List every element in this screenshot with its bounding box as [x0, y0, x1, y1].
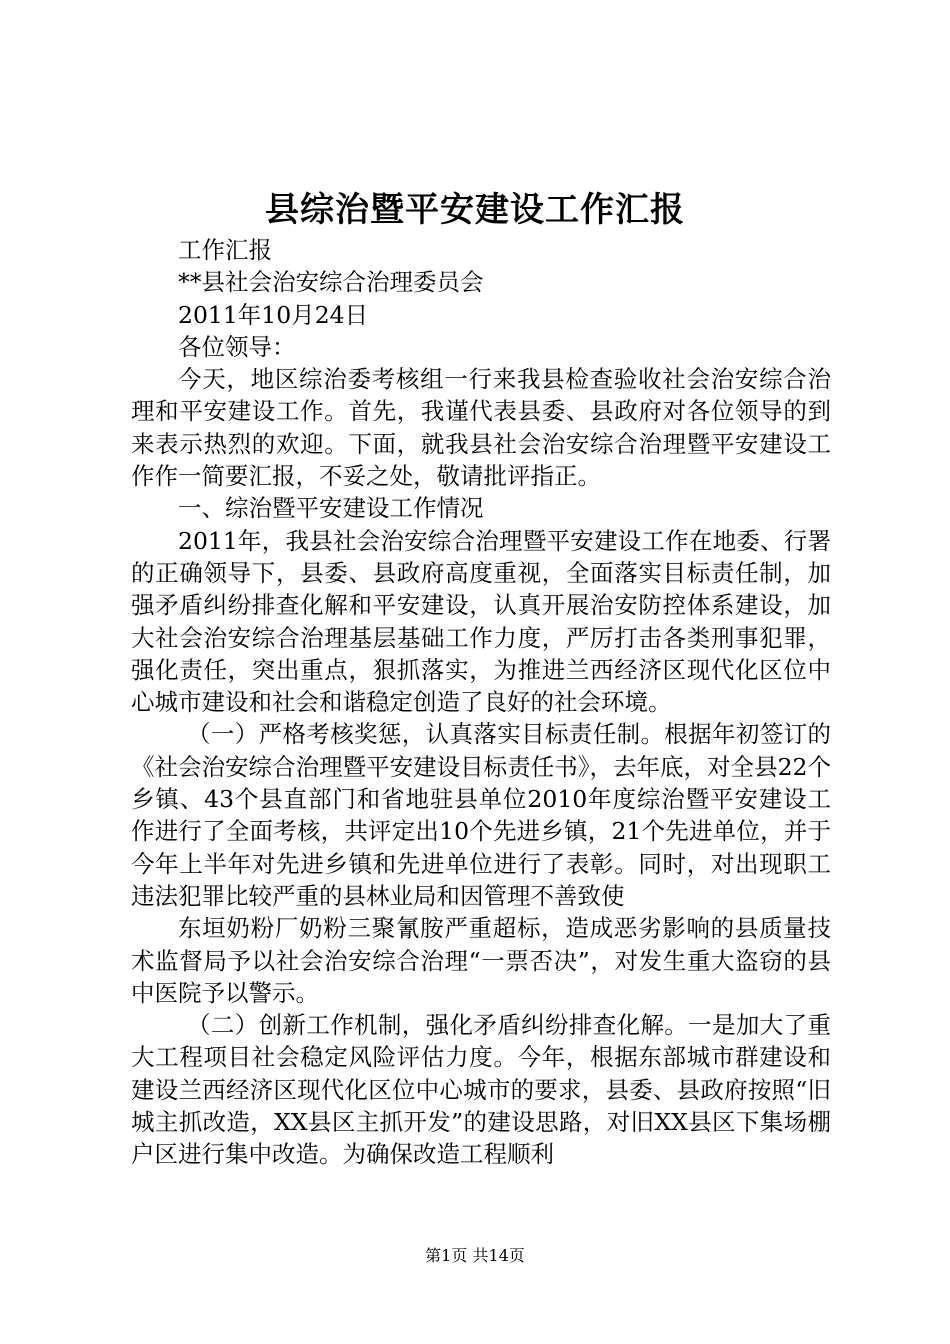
issuer-line: **县社会治安综合治理委员会 [178, 268, 484, 297]
overview-paragraph: 2011年，我县社会治安综合治理暨平安建设工作在地委、行署的正确领导下，县委、县政府高度重视，全面落实目标责任制，加强矛盾纠纷排查化解和平安建设，认真开展治安防控体系建设，加大社会治安综合治理基层基础工作力度，严厉打击各类刑事犯罪，强化责任，突出重点，狠抓落实，为推进兰西经济区现代化区位中心城市建设和社会和谐稳定创造了良好的社会环境。 [131, 526, 831, 717]
subsection-2-paragraph: （二）创新工作机制，强化矛盾纠纷排查化解。一是加大了重大工程项目社会稳定风险评估力度。今年，根据东部城市群建设和建设兰西经济区现代化区位中心城市的要求，县委、县政府按照“旧城主抓改造，XX县区主抓开发”的建设思路，对旧XX县区下集场棚户区进行集中改造。为确保改造工程顺利 [131, 1011, 831, 1169]
report-type-line: 工作汇报 [178, 236, 272, 264]
subsection-1-paragraph: （一）严格考核奖惩，认真落实目标责任制。根据年初签订的《社会治安综合治理暨平安建设目标责任书》，去年底，对全县22个乡镇、43个县直部门和省地驻县单位2010年度综治暨平安建设工作进行了全面考核，共评定出10个先进乡镇，21个先进单位，并于今年上半年对先进乡镇和先进单位进行了表彰。同时，对出现职工违法犯罪比较严重的县林业局和因管理不善致使 [131, 720, 831, 910]
salutation-line: 各位领导： [178, 332, 296, 361]
intro-paragraph: 今天，地区综治委考核组一行来我县检查验收社会治安综合治理和平安建设工作。首先，我谨代表县委、县政府对各位领导的到来表示热烈的欢迎。下面，就我县社会治安综合治理暨平安建设工作作一简要汇报，不妥之处，敬请批评指正。 [131, 365, 831, 491]
page-number-footer: 第1页 共14页 [425, 1246, 525, 1265]
document-title: 县综治暨平安建设工作汇报 [265, 190, 685, 230]
section-heading: 一、综治暨平安建设工作情况 [178, 494, 484, 523]
document-body [131, 234, 831, 1171]
date-line: 2011年10月24日 [178, 300, 369, 329]
continuation-paragraph: 东垣奶粉厂奶粉三聚氰胺严重超标，造成恶劣影响的县质量技术监督局予以社会治安综合治理“一票否决”，对发生重大盗窃的县中医院予以警示。 [131, 914, 831, 1007]
